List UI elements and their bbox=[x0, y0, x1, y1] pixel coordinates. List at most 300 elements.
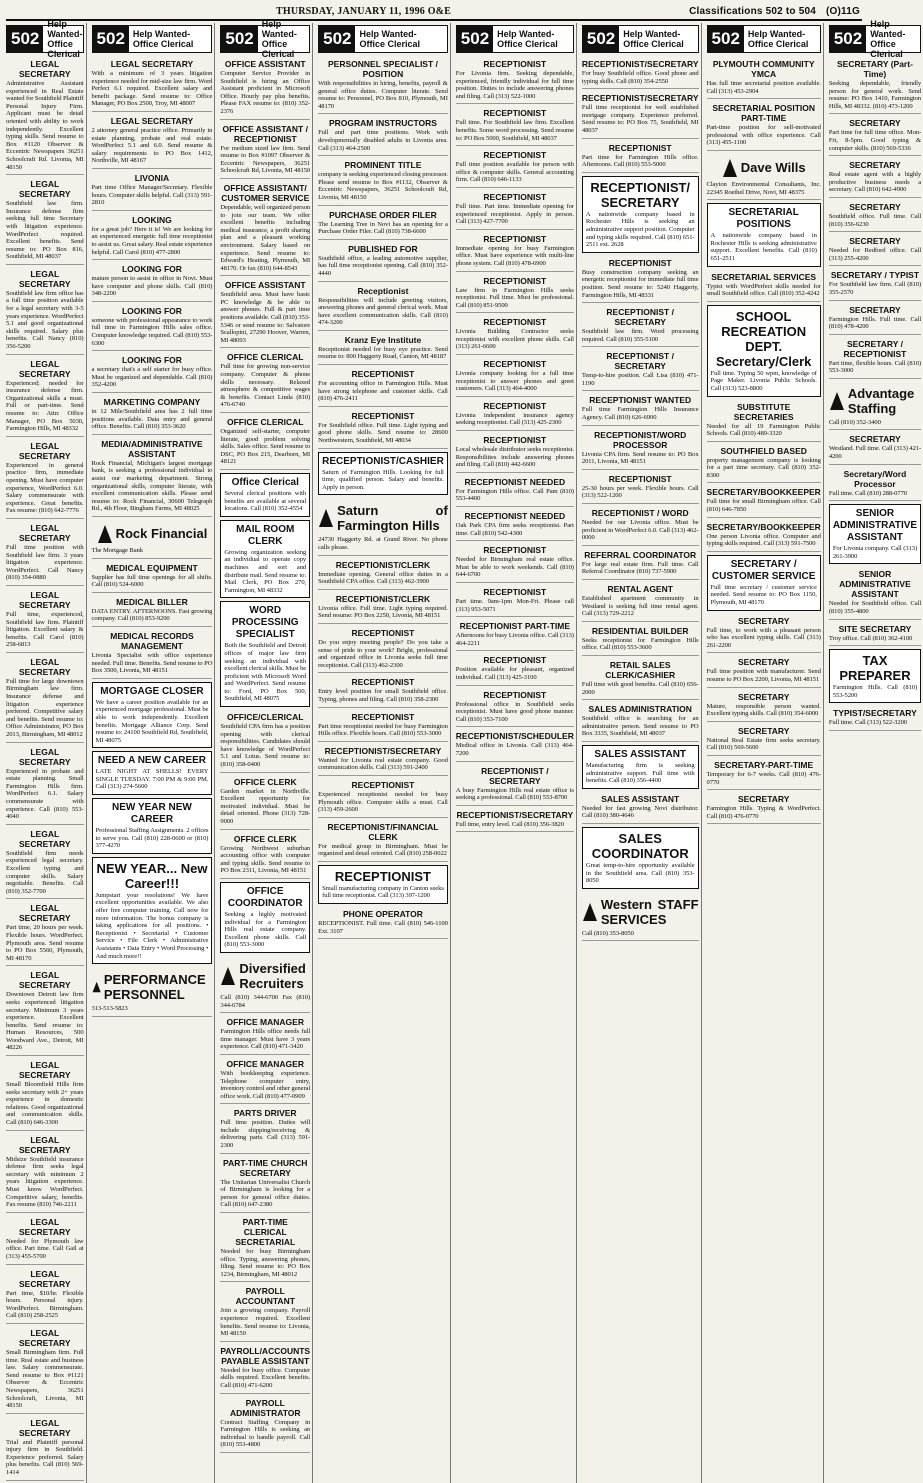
ad-title: OFFICE ASSISTANT/ CUSTOMER SERVICE bbox=[221, 182, 310, 203]
classified-ad bbox=[220, 350, 310, 413]
ad-title: RECEPTIONIST bbox=[351, 627, 415, 638]
ad-title: SECRETARY bbox=[737, 657, 790, 668]
ad-title: RECEPTIONIST bbox=[351, 711, 415, 722]
ad-title: OFFICE MANAGER bbox=[226, 1058, 304, 1069]
ad-body: Experienced in probate and estate planning. Small Farmington Hills firm. WordPerfect 6.1. Salary commensurate with experience. Call (810) 553-4040 bbox=[6, 767, 84, 821]
classified-ad bbox=[220, 1057, 310, 1104]
classification-title: Help Wanted- Office Clerical bbox=[47, 19, 83, 59]
classified-ad bbox=[318, 367, 448, 407]
ad-body: Full time. Part time. Immediate opening for experienced receptionist. Apply in person. Call (313) 427-7700 bbox=[455, 202, 574, 226]
classification-header bbox=[220, 19, 310, 59]
ad-title: RESIDENTIAL BUILDER bbox=[591, 625, 689, 636]
classified-ad bbox=[456, 399, 574, 431]
ad-body: Organized self-starter, computer literate, good problem solving skills. Sales office. Send resume to DSC, PO Box 215, Dearborn, MI 48121 bbox=[220, 428, 311, 466]
ad-body: Both the Southfield and Detroit offices of major law firm seeking an individual with excellent clerical skills. Must be proficient with Microsoft Word and WordPerfect. Send resume to: Ford, PO Box 500, Southfield, MI 48075 bbox=[224, 642, 307, 703]
ad-title: RECEPTIONIST bbox=[483, 150, 547, 161]
ad-body: Full time secretary / customer service needed. Send resume to: PO Box 1150, Plymouth, MI 48170 bbox=[710, 583, 817, 607]
classified-ad bbox=[582, 658, 699, 700]
classified-ad bbox=[582, 624, 699, 656]
ad-body: Part time Office Manager/Secretary. Flexible hours. Computer skills helpful. Call (313) 591-2810 bbox=[91, 183, 213, 207]
classified-ad bbox=[220, 473, 310, 517]
ad-title: RECEPTIONIST PART-TIME bbox=[459, 621, 571, 632]
ad-title: OFFICE CLERK bbox=[233, 776, 297, 787]
classified-ad bbox=[707, 485, 821, 517]
ad-title: OFFICE CLERICAL bbox=[226, 352, 304, 363]
classified-ad bbox=[92, 213, 213, 260]
ad-body: Manufacturing firm is seeking administrative support. Full time with benefits. Call (810) 356-4400 bbox=[585, 761, 695, 785]
advertiser-logo-block bbox=[829, 381, 921, 431]
ad-title: SECRETARY-PART-TIME bbox=[714, 759, 814, 770]
classified-ad bbox=[582, 57, 699, 89]
ad-title: MORTGAGE CLOSER bbox=[100, 685, 204, 697]
ad-body: Southfield office is searching for an administrative person. Send resume to PO Box 3335, Southfield, MI 48037 bbox=[581, 715, 699, 738]
classified-ad bbox=[6, 1215, 84, 1265]
classified-ad bbox=[318, 333, 448, 365]
classification-header bbox=[829, 19, 921, 59]
classified-ad bbox=[829, 268, 921, 300]
ad-title: RECEPTIONIST/SECRETARY bbox=[581, 59, 699, 69]
ad-body: Full time position with manufacturer. Send resume to PO Box 2200, Livonia, MI 48151 bbox=[706, 668, 821, 683]
classified-ad bbox=[92, 798, 213, 854]
ad-body: For busy Southfield office. Good phone and typing skills. Call (810) 354-2550 bbox=[581, 70, 699, 85]
classification-title: Help Wanted- Office Clerical bbox=[261, 19, 297, 59]
ad-title: RECEPTIONIST / SECRETARY bbox=[606, 307, 674, 328]
classified-ad bbox=[318, 675, 448, 707]
ad-body: Experienced; needed for insurance defense firm. Organizational skills a must. Full or part-time. Send resume to: Attn: Office Manager, PO Box 5030, Farmington Hills, MI 48332 bbox=[6, 379, 84, 433]
classified-ad bbox=[220, 122, 310, 179]
page-number-right: (O)11G bbox=[826, 5, 860, 17]
classified-ad bbox=[318, 208, 448, 240]
ad-title: SECRETARY bbox=[737, 615, 790, 626]
ad-title: LEGAL SECRETARY bbox=[19, 358, 71, 379]
classification-title: Help Wanted- Office Clerical bbox=[747, 29, 809, 49]
ad-title: SENIOR ADMINISTRATIVE ASSISTANT bbox=[832, 508, 918, 544]
ad-body: For accounting office in Farmington Hills. Must have strong telephone and customer skills. Call (810) 476-2411 bbox=[318, 380, 448, 403]
ad-body: We have a career position available for an experienced mortgage professional. Must be able to work independently. Excellent benefits. Mortgage Alliance Corp. Send resume to: 24100 Southfield Rd, Southfield, MI 48075 bbox=[95, 698, 209, 744]
classification-title: Help Wanted- Office Clerical bbox=[623, 29, 684, 49]
ad-title: PURCHASE ORDER FILER bbox=[329, 209, 437, 220]
ad-body: Growing organization seeking an individual to operate copy machines and sort and distribute mail. Send resume to: Mail Clerk, PO Box 270, Farmington, MI 48332 bbox=[224, 548, 307, 594]
classified-ad bbox=[707, 400, 821, 442]
classified-ad bbox=[92, 304, 213, 351]
ad-body: Part-time position for self-motivated professional with office experience. Call (313) 455-1100 bbox=[706, 124, 821, 147]
classified-ad bbox=[582, 472, 699, 504]
ad-title: RECEPTIONIST bbox=[483, 545, 547, 556]
ad-title: MEDICAL EQUIPMENT bbox=[106, 562, 198, 573]
classified-ad bbox=[829, 649, 921, 703]
ad-title: PART-TIME CHURCH SECRETARY bbox=[223, 1157, 308, 1178]
classified-ad bbox=[456, 475, 574, 507]
classified-ad bbox=[318, 284, 448, 331]
classified-ad bbox=[829, 57, 921, 114]
classified-ad bbox=[707, 57, 821, 99]
ad-body: Farmington Hills. Typing & WordPerfect. Call (810) 476-0770 bbox=[706, 805, 821, 820]
ad-body: The Learning Tree in Novi has an opening for a Purchase Order Filer. Call (810) 738-6600 bbox=[318, 220, 448, 236]
classification-title: Help Wanted- Office Clerical bbox=[870, 19, 906, 59]
ad-title: RECEPTIONIST bbox=[483, 59, 547, 69]
ad-body: 24730 Haggerty Rd. at Grand River. No phone calls please. bbox=[318, 536, 448, 551]
classified-ad bbox=[707, 444, 821, 484]
classified-ad bbox=[220, 181, 310, 276]
classified-ad bbox=[6, 1416, 84, 1481]
ad-body: Professional Staffing Assignments. 2 offices to serve you. Call (810) 228-0600 or (810) 377-4270 bbox=[95, 827, 209, 850]
ad-title: LEGAL SECRETARY bbox=[19, 970, 71, 991]
classified-ad bbox=[6, 357, 84, 437]
ad-title: WORD PROCESSING SPECIALIST bbox=[231, 605, 299, 641]
ad-title: RECEPTIONIST bbox=[483, 586, 547, 597]
ad-title: PERSONNEL SPECIALIST / POSITION bbox=[328, 59, 438, 79]
classified-ad bbox=[220, 1106, 310, 1153]
column-3 bbox=[218, 19, 313, 1483]
ad-body: Livonia office. Full time. Light typing required. Send resume: PO Box 2250, Livonia, MI 48151 bbox=[318, 604, 448, 620]
classified-ad bbox=[829, 467, 921, 502]
ad-title: SECRETARY bbox=[849, 160, 901, 171]
ad-body: For Southfield law firm. Call (810) 355-2570 bbox=[828, 281, 922, 296]
ad-title: SECRETARY bbox=[737, 725, 790, 736]
classified-ad bbox=[220, 57, 310, 120]
column-7 bbox=[705, 23, 824, 1483]
classified-ad bbox=[92, 629, 213, 679]
ad-body: Part time for full time office. Mon-Fri, 8-5pm. Good typing & computer skills. (810) 569-5336 bbox=[828, 129, 922, 152]
classified-ad bbox=[829, 234, 921, 266]
ad-body: Full time, experienced, Southfield law firm. Plaintiff litigation. Excellent salary & benefits. Call Carol (810) 258-6813 bbox=[6, 610, 84, 649]
logo-text: Western STAFF SERVICES bbox=[600, 896, 699, 927]
classification-number: 502 bbox=[319, 26, 355, 52]
classified-ad bbox=[456, 509, 574, 541]
ad-body: Needed for fast growing Novi distributor. Call (810) 380-4646 bbox=[581, 804, 699, 820]
ad-title: NEW YEAR... New Career!!! bbox=[96, 860, 208, 891]
ad-title: LEGAL SECRETARY bbox=[19, 522, 71, 543]
classified-ad bbox=[707, 724, 821, 756]
classified-ad bbox=[582, 745, 699, 789]
classified-ad bbox=[829, 706, 921, 731]
ad-body: Several clerical positions with benefits are available at several locations. Call (810) 352-4554 bbox=[224, 489, 307, 513]
ad-title: RECEPTIONIST/ SECRETARY bbox=[590, 179, 691, 210]
ad-body: Westland. Full time. Call (313) 421-4200 bbox=[828, 445, 922, 461]
ad-body: for a great job? Here it is! We are looking for an experienced energetic full time receptionist to assist us. Great salary. Real estate experience helpful. Call Carol (810) 477-2800 bbox=[91, 225, 213, 256]
ad-title: RECEPTIONIST bbox=[608, 473, 672, 484]
ad-title: SECRETARY / RECEPTIONIST bbox=[843, 338, 907, 359]
classified-ad bbox=[582, 256, 699, 303]
ad-title: SECRETARIAL POSITION PART-TIME bbox=[712, 103, 815, 124]
ad-body: Small Birmingham firm. Full time. Real estate and business law. Salary commensurate. Send resume to Box #1121 Observer & Eccentric Newspapers, 36251 Schoolcraft, Livonia, MI 48150 bbox=[6, 1348, 84, 1410]
ad-title: RECEPTIONIST bbox=[483, 400, 547, 411]
logo-text: Diversified Recruiters bbox=[239, 960, 306, 991]
advertiser-logo-block bbox=[318, 498, 448, 555]
classified-ad bbox=[318, 242, 448, 282]
ad-body: Medical office in Livonia. Call (313) 464-7200 bbox=[455, 742, 574, 757]
ad-title: OFFICE ASSISTANT bbox=[224, 59, 306, 69]
classified-ad bbox=[6, 1326, 84, 1414]
ad-title: SECRETARY/BOOKKEEPER bbox=[706, 487, 821, 498]
ad-body: Call (810) 353-8050 bbox=[581, 929, 634, 937]
ad-title: Office Clerical bbox=[231, 476, 299, 488]
ad-body: Small Bloomfield Hills firm seeks secretary with 2+ years experience in domestic relations. Good organizational and communication skills. Call (810) 646-3300 bbox=[6, 1081, 84, 1127]
section-title: Classifications 502 to 504 bbox=[689, 5, 816, 17]
ad-title: SECRETARIAL POSITIONS bbox=[728, 207, 799, 231]
ad-body: Full time receptionist for well established mortgage company. Experience preferred. Send resume to: PO Box 75, Southfield, MI 48037 bbox=[581, 104, 699, 134]
advertiser-logo-block bbox=[582, 892, 699, 942]
classification-title: Help Wanted- Office Clerical bbox=[359, 29, 421, 49]
ad-title: LIVONIA bbox=[134, 172, 170, 183]
classified-ad bbox=[456, 619, 574, 651]
ad-body: Entry level position for small Southfield office. Typing, phones and filing. Call (810) 358-2300 bbox=[318, 688, 448, 703]
ad-title: RECEPTIONIST/CLERK bbox=[335, 559, 431, 570]
ad-title: SECRETARY bbox=[849, 434, 901, 445]
ad-body: Immediate opening. General office duties in a Southfield CPA office. Call (313) 462-3900 bbox=[318, 570, 448, 586]
logo-text: PERFORMANCE PERSONNEL bbox=[103, 972, 206, 1003]
advertiser-logo bbox=[92, 972, 213, 1002]
logo-text: Dave Wills bbox=[740, 160, 806, 176]
classification-header bbox=[6, 19, 84, 59]
ad-body: Afternoons for busy Livonia office. Call (313) 464-2211 bbox=[455, 632, 574, 647]
ad-title: RECEPTIONIST bbox=[483, 108, 547, 119]
ad-body: Seeks receptionist for Farmington Hills office. Call (810) 553-3600 bbox=[581, 636, 699, 652]
ad-title: SECRETARY bbox=[737, 794, 790, 805]
classified-ad bbox=[92, 171, 213, 211]
logo-mark-icon bbox=[722, 158, 738, 178]
classified-ad bbox=[456, 315, 574, 355]
classification-header bbox=[707, 25, 821, 53]
ad-body: Seeking a highly motivated individual for a Farmington Hills real estate company. Excellent phone skills. Call (810) 553-3000 bbox=[224, 910, 307, 949]
classified-ad bbox=[92, 561, 213, 593]
ad-body: someone with professional appearance to work full time in Farmington Hills sales office. Computer knowledge required. Call (810) 553-6300 bbox=[91, 316, 213, 347]
ad-body: With a minimum of 3 years litigation experience needed for mid-size law firm. Word Perfect 6.1 required. Excellent salary and benefit package. Send resume to: Office Manager, PO Box 2500, Troy, MI 48007 bbox=[91, 70, 213, 108]
ad-body: A nationwide company based in Rochester Hills is seeking administrative support. Excellent benefits. Call (810) 651-2511 bbox=[710, 232, 817, 262]
ad-title: RECEPTIONIST bbox=[608, 142, 672, 153]
ad-body: Immediate opening for busy Farmington office. Must have experience with multi-line phone system. Call (810) 478-6900 bbox=[455, 244, 574, 267]
ad-title: LOOKING FOR bbox=[121, 355, 182, 366]
classified-ad bbox=[220, 601, 310, 707]
classification-header bbox=[92, 25, 213, 53]
advertiser-logo bbox=[318, 503, 448, 533]
ad-title: RECEPTIONIST bbox=[483, 233, 547, 244]
ad-body: Administrative Assistant experienced in Real Estate wanted for Southfield Plaintiff Personal Injury Firm. Applicant must be detail oriented with ability to work independently. Excellent typing skills. Send resume to Box #1120 Observer & Eccentric Newspapers 36251 Schoolcraft Rd. Livonia, MI 48150 bbox=[6, 80, 84, 171]
classification-number: 502 bbox=[708, 26, 744, 52]
classified-ad bbox=[582, 349, 699, 391]
ad-body: National Real Estate firm seeks secretary. Call (810) 569-5600 bbox=[706, 736, 821, 752]
ad-body: a secretary that's a self starter for busy office. Must be organized and dependable. Call (810) 352-4200 bbox=[91, 366, 213, 389]
classified-ad bbox=[582, 393, 699, 425]
classified-ad bbox=[707, 305, 821, 397]
ad-body: Southfield office. Full time. Call (810) 356-6230 bbox=[828, 212, 922, 228]
ad-title: OFFICE CLERICAL bbox=[226, 417, 304, 427]
ad-body: Call (810) 352-3400 bbox=[828, 418, 881, 426]
ad-title: SALES ASSISTANT bbox=[594, 748, 687, 760]
classified-ad bbox=[456, 808, 574, 833]
classified-ad bbox=[582, 506, 699, 546]
classified-ad bbox=[456, 688, 574, 728]
ad-body: Livonia company looking for a full time receptionist to answer phones and greet customers. Call (313) 464-4000 bbox=[455, 370, 574, 393]
ad-body: Part time, flexible hours. Call (810) 553-3000 bbox=[828, 359, 922, 375]
ad-title: LOOKING bbox=[132, 214, 172, 225]
classified-ad bbox=[220, 520, 310, 599]
ad-title: TYPIST/SECRETARY bbox=[833, 708, 917, 719]
ad-body: Southfield firm needs experienced legal secretary. Excellent typing and computer skills. Salary negotiable. Benefits. Call (810) 352-7700 bbox=[6, 849, 84, 895]
column-1 bbox=[4, 19, 87, 1483]
ad-body: DATA ENTRY. AFTERNOONS. Fast growing company. Call (810) 853-9200 bbox=[91, 607, 213, 623]
classified-ad bbox=[6, 968, 84, 1056]
ad-title: MEDICAL RECORDS MANAGEMENT bbox=[110, 630, 194, 651]
classified-ad bbox=[92, 857, 213, 964]
classified-ad bbox=[707, 520, 821, 552]
ad-title: SECRETARY/BOOKKEEPER bbox=[706, 521, 821, 532]
ad-body: Growing Northwest suburban accounting office with computer and typing skills. Send resume to PO Box 2311, Livonia, MI 48151 bbox=[220, 844, 311, 875]
ad-title: RETAIL SALES CLERK/CASHIER bbox=[605, 659, 676, 680]
classified-ad bbox=[829, 158, 921, 198]
ad-title: LEGAL SECRETARY bbox=[19, 1216, 71, 1237]
ad-body: Oak Park CPA firm seeks receptionist. Part time. Call (810) 542-4300 bbox=[455, 522, 574, 537]
ad-body: Full time for growing non-service company. Computer & phone skills necessary. Relaxed atmosphere & competitive wages & benefits. Contact Linda (810) 476-6740 bbox=[220, 363, 311, 409]
ad-body: Computer Service Provider in Southfield is hiring an Office Assistant proficient in Microsoft Office. Hourly pay plus benefits. Please FAX resume to: (810) 352-2376 bbox=[220, 70, 311, 115]
ad-body: Needed for our Livonia office. Must be proficient in WordPerfect 6.0. Call (313) 462-0000 bbox=[581, 519, 699, 542]
classified-ad bbox=[318, 820, 448, 862]
ad-title: LOOKING FOR bbox=[121, 305, 182, 316]
ad-title: SECRETARY / TYPIST bbox=[830, 270, 920, 281]
ad-title: PAYROLL ACCOUNTANT bbox=[235, 1286, 295, 1307]
ad-title: RECEPTIONIST bbox=[351, 410, 415, 421]
classification-title: Help Wanted- Office Clerical bbox=[497, 29, 558, 49]
ad-title: Receptionist bbox=[357, 285, 409, 296]
ad-title: PUBLISHED FOR bbox=[348, 243, 418, 254]
ad-title: PHONE OPERATOR bbox=[342, 909, 423, 920]
advertiser-logo bbox=[220, 961, 310, 991]
advertiser-logo bbox=[707, 158, 821, 178]
ad-title: SALES COORDINATOR bbox=[591, 830, 689, 861]
ad-body: Needed for Birmingham real estate office. Must be able to work weekends. Call (810) 644-6700 bbox=[455, 556, 574, 579]
ad-title: MEDICAL BILLER bbox=[116, 596, 188, 607]
ad-title: SENIOR ADMINISTRATIVE ASSISTANT bbox=[839, 569, 911, 600]
header-rule bbox=[6, 19, 862, 21]
classified-ad bbox=[6, 1058, 84, 1131]
ad-title: LEGAL SECRETARY bbox=[19, 656, 71, 677]
ad-body: Mature, responsible person wanted. Excellent typing skills. Call (810) 354-6000 bbox=[706, 702, 821, 718]
classified-ad bbox=[582, 91, 699, 138]
ad-title: RECEPTIONIST bbox=[483, 317, 547, 328]
ad-body: A busy Farmington Hills real estate office is seeking a professional. Call (810) 553-8700 bbox=[455, 786, 574, 802]
ad-body: Southfield law firm. Word processing required. Call (810) 355-5100 bbox=[581, 328, 699, 343]
classified-ad bbox=[318, 907, 448, 939]
ad-body: Southfield law firm. Insurance defense firm seeking full time Secretary with litigation experience. WordPerfect required. Excellent benefits. Send resume to: PO Box 816, Southfield, MI 48037 bbox=[6, 200, 84, 261]
ad-body: Receptionist needed for busy eye practice. Send resume to: 800 Haggerty Road, Canton, MI 48187 bbox=[318, 345, 448, 361]
running-head bbox=[8, 4, 860, 18]
ad-title: LOOKING FOR bbox=[121, 264, 182, 275]
ad-title: RECEPTIONIST bbox=[483, 655, 547, 666]
advertiser-logo bbox=[92, 524, 213, 544]
classified-ad bbox=[456, 106, 574, 146]
ad-title: RECEPTIONIST bbox=[608, 257, 672, 268]
ad-title: PROGRAM INSTRUCTORS bbox=[328, 118, 437, 129]
classified-ad bbox=[220, 832, 310, 879]
classified-ad bbox=[707, 792, 821, 824]
ad-body: Part time for Farmington Hills office. Afternoons. Call (810) 553-5000 bbox=[581, 153, 699, 169]
ad-title: RECEPTIONIST bbox=[334, 868, 431, 884]
ad-body: Experienced receptionist needed for busy Plymouth office. Computer skills a must. Call (313) 459-2600 bbox=[318, 790, 448, 814]
column-8 bbox=[827, 19, 923, 1483]
classified-ad bbox=[6, 655, 84, 743]
ad-title: LEGAL SECRETARY bbox=[19, 589, 71, 610]
ad-body: Responsibilities will include greeting visitors, answering phones and general clerical work. Must have excellent communication skills. Call (810) 474-3200 bbox=[318, 296, 448, 327]
ad-body: Farmington Hills. Call (810) 553-5200 bbox=[832, 684, 918, 699]
ad-title: PROMINENT TITLE bbox=[344, 160, 422, 171]
ad-body: Needed for all 19 Farmington Public Schools. Call (810) 489-3320 bbox=[706, 422, 821, 438]
ad-title: SECRETARIAL SERVICES bbox=[711, 271, 817, 282]
ad-title: RECEPTIONIST/SECRETARY bbox=[581, 93, 699, 104]
classified-ad bbox=[92, 595, 213, 627]
ad-body: property management company is looking for a part time secretary. Call (810) 352-8300 bbox=[706, 456, 821, 479]
ad-title: SECRETARY (Part-Time) bbox=[837, 59, 913, 79]
ad-body: Supplier has full time openings for all shifts. Call (810) 524-6000 bbox=[91, 573, 213, 589]
ad-body: Full time for large downtown Birmingham law firm. Insurance defense and litigation experience preferred. Competitive salary and benefits. Send resume to: Office Administrator, PO Box 2013, Birmingham, MI 48012 bbox=[6, 677, 84, 739]
ad-body: Southfield area. Must have basic PC knowledge & be able to answer phones. Full & part time positions available. Call (810) 353-5346 or send resume to: Salvatore Scallopini, 27290 Hoover, Warren, MI 48093 bbox=[220, 291, 311, 344]
classified-ad bbox=[6, 901, 84, 966]
ad-title: RECEPTIONIST WANTED bbox=[589, 395, 692, 406]
ad-body: Midsize Southfield insurance defense firm seeks legal secretary with minimum 2 years litigation experience. Must know WordPerfect. Competitive salary, benefits. Fax resume (810) 746-2211 bbox=[6, 1155, 84, 1209]
classified-ad bbox=[220, 1215, 310, 1282]
classified-ad bbox=[829, 200, 921, 232]
logo-mark-icon bbox=[318, 508, 334, 528]
classified-ad bbox=[220, 1344, 310, 1394]
ad-title: TAX PREPARER bbox=[839, 653, 911, 684]
classified-ad bbox=[318, 778, 448, 818]
ad-body: Southfield CPA firm has a position opening with clerical responsibilities. Candidates should have knowledge of WordPerfect 5.1 and Lotus. Send resume to: (810) 358-0400 bbox=[220, 723, 311, 769]
ad-body: Needed for busy Birmingham office. Typing, answering phones, filing. Send resume to: PO Box 1234, Birmingham, MI 48012 bbox=[220, 1248, 311, 1278]
classified-ad bbox=[318, 710, 448, 742]
ad-body: Needed for Redford office. Call (313) 255-4200 bbox=[828, 247, 922, 262]
ad-title: MEDIA/ADMINISTRATIVE ASSISTANT bbox=[101, 438, 203, 459]
ad-title: RENTAL AGENT bbox=[607, 584, 673, 594]
classified-ad bbox=[92, 682, 213, 749]
classified-ad bbox=[456, 232, 574, 272]
classified-ad bbox=[582, 305, 699, 347]
classified-ad bbox=[582, 176, 699, 253]
ad-title: OFFICE ASSISTANT bbox=[224, 280, 306, 291]
ad-body: Full time for small Birmingham office. Call (810) 646-7850 bbox=[706, 498, 821, 514]
classified-ad bbox=[829, 432, 921, 464]
classified-ad bbox=[456, 543, 574, 583]
logo-mark-icon bbox=[829, 391, 845, 411]
ad-body: Dependable, well organized person to join our team. We offer excellent benefits including medical insurance, a profit sharing plan and a pleasant working environment. Salary based on experience. Send resume to: Edward's Heating, Plymouth, MI 48170. Or fax (810) 644-8543 bbox=[220, 203, 311, 272]
ad-body: Local wholesale distributor seeks receptionist. Responsibilities include answering phones and filing. Call (810) 442-6600 bbox=[455, 446, 574, 469]
ad-body: With responsibilities in hiring, benefits, payroll & general office duties. Computer literate. Send resume to: Personnel, PO Box 810, Plymouth, MI 48170 bbox=[318, 80, 448, 110]
classified-ad bbox=[220, 710, 310, 773]
ad-body: Full time. Typing 50 wpm, knowledge of Page Maker. Livonia Public Schools. Call (313) 523-8800 bbox=[710, 369, 817, 392]
ad-title: RECEPTIONIST bbox=[483, 689, 547, 700]
classified-ad bbox=[829, 337, 921, 379]
ad-title: RECEPTIONIST bbox=[483, 275, 547, 286]
column-2 bbox=[90, 23, 216, 1483]
classified-ad bbox=[456, 764, 574, 806]
ad-title: RECEPTIONIST / SECRETARY bbox=[481, 765, 549, 786]
ad-body: Professional office in Southfield seeks receptionist. Must have good phone manner. Call (810) 353-7100 bbox=[455, 700, 574, 723]
ad-body: For Livonia company. Call (313) 261-3900 bbox=[832, 545, 918, 560]
classified-ad bbox=[220, 1396, 310, 1453]
ad-title: LEGAL SECRETARY bbox=[19, 59, 71, 79]
ad-body: Established apartment community in Westland is seeking full time rental agent. Call (313) 729-2212 bbox=[581, 595, 699, 618]
ad-body: 313-513-5823 bbox=[91, 1005, 128, 1013]
ad-body: Full and part time positions. Work with developmentally disabled adults in Livonia area. Call (313) 464-2500 bbox=[318, 129, 448, 152]
ad-title: RECEPTIONIST / WORD bbox=[591, 508, 689, 519]
classified-ad bbox=[92, 57, 213, 112]
ad-title: LEGAL SECRETARY bbox=[19, 903, 71, 924]
classified-ad bbox=[707, 101, 821, 151]
classified-ad bbox=[707, 555, 821, 611]
ad-body: With bookkeeping experience. Telephone computer entry, inventory control and other general office work. Call (810) 477-0909 bbox=[220, 1069, 311, 1100]
ad-title: RECEPTIONIST bbox=[483, 359, 547, 370]
advertiser-logo-block bbox=[92, 967, 213, 1017]
classification-number: 502 bbox=[7, 26, 43, 52]
ad-body: Contract Staffing Company in Farmington Hills is seeking an individual to handle payroll. Call (810) 553-4800 bbox=[220, 1418, 311, 1449]
